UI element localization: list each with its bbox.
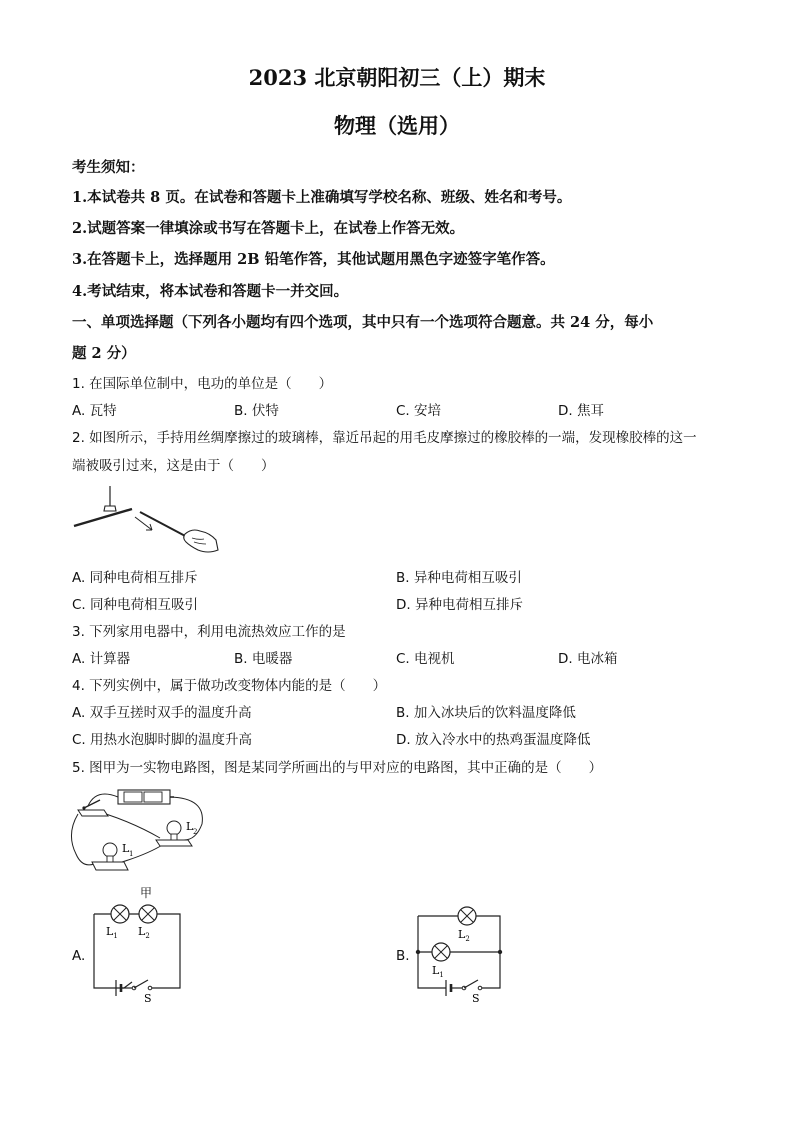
notice-item-4: 4.考试结束，将本试卷和答题卡一并交回。: [72, 283, 349, 300]
question-5-stem: 5. 图甲为一实物电路图，图是某同学所画出的与甲对应的电路图，其中正确的是（ ）: [72, 760, 603, 776]
question-4-option-c: C. 用热水泡脚时脚的温度升高: [72, 732, 253, 748]
question-1-stem: 1. 在国际单位制中，电功的单位是（ ）: [72, 376, 333, 392]
question-2-option-a: A. 同种电荷相互排斥: [72, 570, 198, 586]
question-2-option-d: D. 异种电荷相互排斥: [396, 597, 523, 613]
circuit-diagram-a: [88, 902, 188, 1006]
question-1-option-a: A. 瓦特: [72, 403, 117, 419]
circuit-diagram-b: [412, 902, 512, 1006]
exam-subtitle: 物理（选用）: [334, 113, 460, 138]
question-3-option-c: C. 电视机: [396, 651, 455, 667]
lamp-l1-symbol: [111, 905, 129, 923]
question-1-option-b: B. 伏特: [234, 403, 279, 419]
question-4-option-a: A. 双手互搓时双手的温度升高: [72, 705, 252, 721]
lamp-l1-symbol: [432, 943, 450, 961]
svg-text:2: 2: [193, 828, 198, 836]
question-2-stem-line1: 2. 如图所示，手持用丝绸摩擦过的玻璃棒，靠近吊起的用毛皮摩擦过的橡胶棒的一端，发现橡胶棒的这一: [72, 430, 697, 446]
label-l2: $L_2$: [138, 925, 150, 940]
question-5-option-b: B.: [396, 948, 410, 964]
question-3-option-d: D. 电冰箱: [558, 651, 618, 667]
svg-text:L: L: [122, 842, 130, 855]
exam-title: 2023 北京朝阳初三（上）期末: [248, 65, 546, 90]
question-4-option-d: D. 放入冷水中的热鸡蛋温度降低: [396, 732, 591, 748]
figure-caption-jia: 甲: [140, 886, 153, 900]
label-l1: $L_1$: [432, 964, 444, 979]
question-2-option-b: B. 异种电荷相互吸引: [396, 570, 522, 586]
question-3-option-b: B. 电暖器: [234, 651, 293, 667]
label-switch: S: [144, 992, 152, 1005]
lamp-l2-symbol: [458, 907, 476, 925]
charged-rods-figure: [72, 484, 222, 556]
question-5-option-a: A.: [72, 948, 86, 964]
label-switch: S: [472, 992, 480, 1005]
question-4-stem: 4. 下列实例中，属于做功改变物体内能的是（ ）: [72, 678, 387, 694]
label-l2: $L_2$: [458, 928, 470, 943]
notice-item-3: 3.在答题卡上，选择题用 2B 铅笔作答，其他试题用黑色字迹签字笔作答。: [72, 251, 555, 268]
svg-text:1: 1: [129, 850, 134, 858]
question-2-stem-line2: 端被吸引过来，这是由于（ ）: [72, 458, 275, 474]
question-1-option-d: D. 焦耳: [558, 403, 604, 419]
notice-item-1: 1.本试卷共 8 页。在试卷和答题卡上准确填写学校名称、班级、姓名和考号。: [72, 189, 572, 206]
question-4-option-b: B. 加入冰块后的饮料温度降低: [396, 705, 576, 721]
question-3-stem: 3. 下列家用电器中，利用电流热效应工作的是: [72, 624, 346, 640]
physical-circuit-figure: [66, 784, 216, 882]
question-3-option-a: A. 计算器: [72, 651, 131, 667]
lamp-l2-symbol: [139, 905, 157, 923]
section-heading-line2: 题 2 分）: [72, 345, 136, 362]
section-heading-line1: 一、单项选择题（下列各小题均有四个选项，其中只有一个选项符合题意。共 24 分，每小: [72, 314, 654, 331]
notice-item-2: 2.试题答案一律填涂或书写在答题卡上，在试卷上作答无效。: [72, 220, 465, 237]
svg-text:L: L: [186, 820, 194, 833]
question-1-option-c: C. 安培: [396, 403, 442, 419]
label-l1: $L_1$: [106, 925, 118, 940]
notice-heading: 考生须知：: [72, 159, 145, 176]
question-2-option-c: C. 同种电荷相互吸引: [72, 597, 199, 613]
